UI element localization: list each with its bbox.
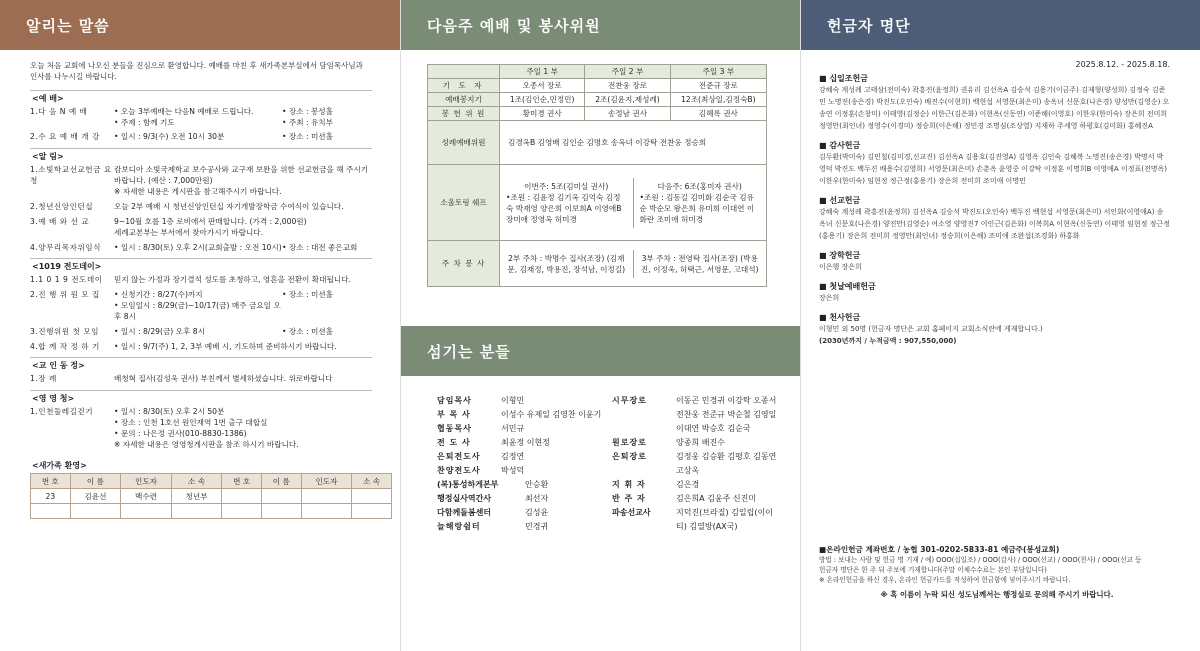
evangelism-item (30, 274, 372, 285)
online-offering-title: ■온라인헌금 계좌번호 / 농협 301-0202-5833-81 예금주(봉성교회) (819, 545, 1060, 554)
table-row (31, 504, 392, 519)
servant-role: 지 휘 자 (612, 480, 646, 489)
table-cell: 김경옥B 김영배 김인순 김명호 송옥녀 이강탁 전찬웅 정승희 (500, 121, 767, 165)
parking-2nd: 2부 주차 : 박명수 집사(조장) (김재문, 김재정, 박용진, 장석남, 이정길) (500, 250, 634, 278)
item-label: 1.장 례 (30, 374, 57, 383)
notice-item (30, 216, 372, 238)
table-row (428, 121, 767, 165)
donor-group-names: 장은희 (819, 294, 840, 302)
servants-left (437, 394, 602, 534)
servant-names: 최선자 (525, 494, 549, 503)
row-label: 성례예배위원 (428, 121, 500, 165)
table-header-cell: 주일 3 부 (670, 65, 766, 79)
item-text: 믿지 않는 가정과 장기결석 성도를 초청하고, 영혼을 전환이 확대됩니다. (114, 275, 351, 284)
item-place: • 장소 : 대전 좋은교회 (282, 243, 358, 252)
item-text: • 신청기간 : 8/27(수)까지 (114, 290, 203, 299)
donor-group-title: ■ 십일조헌금 (819, 74, 868, 83)
cleaning-next-week: 다음주: 6조(홍미자 권사) (657, 181, 742, 191)
servant-row (612, 394, 777, 436)
table-header-cell (428, 65, 500, 79)
item-text: 캄보디아 소빛국제학교 보수공사와 교구재 보완을 위한 선교헌금을 해 주시기 바랍니다. (예산 : 7,000만원) (114, 165, 369, 185)
servant-names: 김정연 (501, 452, 525, 461)
evangelism-title: <1019 전도데이> (32, 262, 102, 271)
notice-item (30, 201, 372, 212)
table-row (428, 93, 767, 107)
donor-group-names: 강혜숙 계성례 곽흥진(윤정희) 김선옥A 김승석 박진도(오인숙) 백두진 백현섭 서영문(최은미) 서인화(이영애A) 송옥녀 신문호(나은경) 양진만(김영순) 여소영 양영진7 이인근(김은화) 이복희A 이현옥(신동연) 이태영 임현정 정근정(홍용기) 장은희 전미희 정영만(최인녀) 정승희(이은해) 조미애 조완섭(조경화) 하홍화 (819, 208, 1170, 240)
youth-section (30, 390, 372, 450)
servant-names: 이성수 유제일 김영찬 이윤기 (501, 410, 602, 419)
table-cell: 김혜록 권사 (670, 107, 766, 121)
cleaning-this-week: 이번주: 5조(김미실 권사) (524, 181, 609, 191)
servant-names: 이동곤 민경귀 이강탁 오종서 전찬웅 전준규 박순철 김영일 이대연 박승호 김순국 (676, 396, 777, 433)
cleaning-members: •조원 : 김동길 김미화 김순국 김유순 박순모 왕은희 유미희 이대연 이화란 조미애 허미경 (639, 192, 755, 224)
parking-3rd: 3부 주차 : 전영탁 집사(조장) (박용진, 이정욱, 허택근, 서영문, 고대석) (640, 253, 759, 274)
item-text: 오늘 2부 예배 시 청년신앙인턴십 자기개발장학금 수여식이 있습니다. (114, 202, 344, 211)
table-header-cell: 번 호 (31, 474, 71, 489)
item-text: • 일시 : 9/3(수) 오전 10시 30분 (114, 132, 225, 141)
servant-role: 다함께돌봄센터 (437, 508, 492, 517)
servant-role: 찬양전도사 (437, 466, 481, 475)
servant-row (437, 464, 602, 478)
item-text: 배청혁 집사(김성욱 권사) 부친께서 별세하셨습니다. 위로바랍니다 (114, 374, 333, 383)
donor-group-note: (2030년까지 / 누적금액 : 907,550,000) (819, 337, 957, 345)
item-place: • 장소 : 미션홀 (282, 290, 333, 299)
item-text: • 일시 : 8/30(토) 오후 2시(교회출발 : 오전 10시) (114, 243, 282, 252)
servant-role: 파송선교사 (612, 508, 651, 517)
item-label: 4.양무리목자위임식 (30, 243, 101, 252)
table-cell (352, 489, 392, 504)
notice-title: <알 림> (32, 152, 64, 161)
item-text: ※ 자세한 내용은 게시판을 참고해주시기 바랍니다. (114, 187, 282, 196)
servant-row (612, 450, 777, 478)
servant-role: 행정실사역간사 (437, 494, 492, 503)
youth-item (30, 406, 372, 450)
servant-role: 은퇴장로 (612, 452, 647, 461)
table-cell: 청년부 (171, 489, 222, 504)
donor-group-title: ■ 장학헌금 (819, 251, 861, 260)
table-row (428, 241, 767, 287)
donor-group (819, 312, 1170, 347)
member-news-title: <교 인 동 정> (32, 361, 85, 370)
new-family-title: <새가족 환영> (32, 461, 87, 470)
servant-role: (복)통성하게본부 (437, 480, 499, 489)
servant-row (612, 436, 777, 450)
item-text: • 일시 : 9/7(주) 1, 2, 3부 예배 시, 기도하며 준비하시기 바랍니다. (114, 342, 337, 351)
worship-item (30, 106, 372, 128)
table-header-row (31, 474, 392, 489)
table-cell: 오종서 장로 (500, 79, 585, 93)
new-family-table (30, 473, 392, 519)
row-label: 주 차 봉 사 (428, 241, 500, 287)
notice-item (30, 164, 372, 197)
table-cell (70, 504, 121, 519)
table-cell: 전준규 장로 (670, 79, 766, 93)
item-label: 3.예 배 와 선 교 (30, 217, 90, 226)
donor-group (819, 140, 1170, 187)
member-news-item (30, 373, 372, 384)
table-cell (261, 489, 301, 504)
donor-group-names: 이형민 외 50명 (헌금자 명단은 교회 홈페이지 교회소식란에 게재합니다.) (819, 325, 1043, 333)
item-label: 3.진행위원 첫 모임 (30, 327, 99, 336)
servant-names: 최윤정 이현정 (501, 438, 550, 447)
table-header-cell: 소 속 (171, 474, 222, 489)
servant-names: 안승환 (525, 480, 549, 489)
table-cell (222, 504, 262, 519)
servant-role: 전 도 사 (437, 438, 471, 447)
announcements-column (0, 0, 400, 651)
servant-row (437, 506, 602, 520)
evangelism-item (30, 289, 372, 322)
item-label: 2.청년신앙인턴십 (30, 202, 94, 211)
evangelism-section (30, 258, 372, 352)
table-header-cell: 이 름 (70, 474, 121, 489)
servant-names: 김정웅 김승환 김평호 김동연 고상옥 (676, 452, 777, 475)
table-row (31, 489, 392, 504)
row-label: 기 도 자 (428, 79, 500, 93)
item-text: ※ 자세한 내용은 영영청게시판을 참조 하시기 바랍니다. (114, 440, 299, 449)
schedule-header: 다음주 예배 및 봉사위원 (401, 0, 800, 50)
row-label: 예배봉지기 (428, 93, 500, 107)
servant-row (437, 492, 602, 506)
online-offering (819, 544, 1175, 600)
servant-role: 시무장로 (612, 396, 647, 405)
servant-role: 협동목사 (437, 424, 472, 433)
servant-role: 은퇴전도사 (437, 452, 481, 461)
servant-role: 원로장로 (612, 438, 647, 447)
item-text: 9~10월 호를 1층 로비에서 판매합니다. (가격 : 2,000원) (114, 217, 307, 226)
donor-group-names: 이은행 장은희 (819, 263, 862, 271)
table-cell: 백수련 (121, 489, 172, 504)
notice-section (30, 148, 372, 253)
servant-role: 담임목사 (437, 396, 472, 405)
member-news-section (30, 357, 372, 384)
donor-group-names: 강혜숙 계성례 고태삼(전미숙) 곽흥진(윤정희) 권유리 김선옥A 김승석 김용기(이금주) 김재형(양성희) 김정숙 김준민 노명진(송은경) 박진도(오인숙) 배진수(이현희) 백현섭 서영문(최은미) 송옥녀 신문호(나은경) 양성만(김영순) 오송연 이정훈(손창미) 이태영(김정순) 이한근(김은화) 이현옥(신동연) 이준해(이영호) 이한우(한미숙) 장은희 전미희 정영만(최인녀) 정영수(이경미) 정승희(이은해) 정민경 조명심(조상열) 지재하 주세영 하평호(김미화) 홍혜진A (819, 86, 1170, 130)
servant-row (437, 478, 602, 492)
youth-title: <영 영 청> (32, 394, 75, 403)
table-header-cell: 인도자 (121, 474, 172, 489)
servant-names: 김성윤 (525, 508, 549, 517)
servants-header: 섬기는 분들 (401, 326, 800, 376)
item-label: 1.다 음 N 예 배 (30, 107, 88, 116)
table-header-cell: 소 속 (352, 474, 392, 489)
item-label: 2.수 요 예 배 개 강 (30, 132, 100, 141)
donor-group (819, 195, 1170, 242)
item-place: • 장소 : 봉성홀 (282, 107, 333, 116)
donor-group-title: ■ 첫날예배헌금 (819, 282, 876, 291)
table-cell: 황미경 권사 (500, 107, 585, 121)
table-cell (222, 489, 262, 504)
notice-item (30, 242, 372, 253)
evangelism-item (30, 341, 372, 352)
table-cell (261, 504, 301, 519)
item-text: • 장소 : 인천 1호선 원인재역 1번 출구 대합실 (114, 418, 268, 427)
servants-body (437, 394, 777, 534)
announcements-body (0, 50, 400, 519)
servant-row (437, 436, 602, 450)
servant-row (612, 492, 777, 506)
table-cell: 12조(최상일,김정숙B) (670, 93, 766, 107)
table-cell (171, 504, 222, 519)
row-label: 봉 헌 위 원 (428, 107, 500, 121)
table-row (428, 165, 767, 241)
table-header-cell: 주일 1 부 (500, 65, 585, 79)
servant-names: 서민규 (501, 424, 525, 433)
donor-group (819, 281, 1170, 304)
servant-names: 김은희A 김윤주 신진미 (676, 494, 757, 503)
item-text: • 주제 : 함께 기도 (114, 118, 175, 127)
item-text: • 문의 : 나은정 권사(010-8830-1386) (114, 429, 247, 438)
new-family-section (30, 458, 381, 519)
donor-group-title: ■ 감사헌금 (819, 141, 861, 150)
online-offering-line: ※ 온라인헌금을 하신 경우, 온라인 헌금카드를 작성하여 헌금함에 넣어주시기 바랍니다. (819, 576, 1071, 584)
table-row (428, 79, 767, 93)
servant-names: 양종희 배진수 (676, 438, 725, 447)
donors-period: 2025.8.12. - 2025.8.18. (1075, 60, 1170, 69)
servant-role: 반 주 자 (612, 494, 646, 503)
table-cell (31, 504, 71, 519)
schedule-table (427, 64, 767, 287)
item-place: • 주최 : 유치부 (282, 118, 333, 127)
servant-names: 이형민 (501, 396, 525, 405)
donors-column (800, 0, 1200, 651)
item-place: • 장소 : 미션홀 (282, 327, 333, 336)
table-cell: 2조(김윤지,제성례) (585, 93, 670, 107)
table-cell: 23 (31, 489, 71, 504)
table-cell (301, 504, 352, 519)
item-text: • 모임일시 : 8/29(금)~10/17(금) 매주 금요일 오후 8시 (114, 301, 281, 321)
donor-group-title: ■ 선교헌금 (819, 196, 861, 205)
table-cell: 1조(김인순,민정민) (500, 93, 585, 107)
table-header-cell: 이 름 (261, 474, 301, 489)
item-place: • 장소 : 미션홀 (282, 132, 333, 141)
table-cell: 김윤선 (70, 489, 121, 504)
table-cell: 송정남 권사 (585, 107, 670, 121)
item-label: 4.합 께 작 정 하 기 (30, 342, 100, 351)
worship-title: <예 배> (32, 94, 64, 103)
table-header-cell: 번 호 (222, 474, 262, 489)
intro-text: 오늘 처음 교회에 나오신 분들을 진심으로 환영합니다. 예배를 마친 후 새가족본부실에서 담임목사님과 인사를 나누시길 바랍니다. (30, 61, 363, 81)
servant-names: 김은경 (676, 480, 700, 489)
table-row (428, 107, 767, 121)
worship-item (30, 131, 372, 142)
table-header-row (428, 65, 767, 79)
table-header-cell: 인도자 (301, 474, 352, 489)
item-text: • 일시 : 8/29(금) 오후 8시 (114, 327, 205, 336)
table-cell (121, 504, 172, 519)
servant-role: 늘해랑쉼터 (437, 522, 481, 531)
donor-group (819, 73, 1170, 132)
worship-section (30, 90, 372, 142)
table-header-cell: 주일 2 부 (585, 65, 670, 79)
table-cell (352, 504, 392, 519)
servant-row (437, 394, 602, 408)
servant-row (612, 478, 777, 492)
item-label: 1.1 0 1 9 전도데이 (30, 275, 103, 284)
row-label: 소울토링 쉐프 (428, 165, 500, 241)
online-offering-footer: ※ 혹 이름이 누락 되신 성도님께서는 행정실로 문의해 주시기 바랍니다. (880, 590, 1114, 599)
servant-row (437, 450, 602, 464)
cleaning-members: •조원 : 김윤정 김기옥 김억숙 김정숙 박재영 양은희 이보희A 이영애B 장미애 정영옥 허미경 (506, 192, 622, 224)
servant-row (437, 520, 602, 534)
table-cell (301, 489, 352, 504)
servant-row (437, 408, 602, 422)
servant-row (437, 422, 602, 436)
online-offering-line: 방법 : 보내는 사람 및 헌금 명 기재 / 예) OOO(십일조) / OOO(감사) / OOO(선교) / OOO(천사) / OOO(선교 등 (819, 556, 1142, 564)
announcements-header: 알리는 말씀 (0, 0, 400, 50)
table-cell: 전찬웅 장로 (585, 79, 670, 93)
evangelism-item (30, 326, 372, 337)
donors-body (801, 50, 1200, 347)
item-label: 1.인천둘레길걷기 (30, 407, 94, 416)
item-text: • 일시 : 8/30(토) 오후 2시 50분 (114, 407, 225, 416)
servant-names: 박성덕 (501, 466, 525, 475)
donor-group-title: ■ 천사헌금 (819, 313, 861, 322)
online-offering-line: 헌금자 명단은 한 주 뒤 주보에 기재합니다(주말 이체수수료는 본인 부담입니다) (819, 566, 1047, 574)
item-text: • 오늘 3부예배는 다음N 예배로 드립니다. (114, 107, 254, 116)
donor-group-names: 김두환(박미숙) 김민철(김미경,신교진) 김선옥A 김용호(김진영A) 김영옥 김인숙 김혜복 노명진(송은경) 박명서 박영덕 박진도 백두진 배용수(김영희) 서영문(최은미) 손춘옥 윤영중 이강탁 이정훈 이명희B 이영애A 이정표(전명옥) 이한우(한미숙) 임현정 정근정(홍용기) 장은희 전미희 조미애 이명민 (819, 153, 1167, 185)
schedule-column (400, 0, 800, 651)
item-label: 1.소빛학교선교헌금 요 청 (30, 165, 112, 185)
donors-header: 헌금자 명단 (801, 0, 1200, 50)
servant-role: 부 목 사 (437, 410, 471, 419)
item-text: 세례교본부는 부서에서 찾아가시기 바랍니다. (114, 228, 264, 237)
donor-group (819, 250, 1170, 273)
servants-right (612, 394, 777, 534)
servant-names: 민경귀 (525, 522, 549, 531)
servant-names: 지덕진(브라질) 김일립(이이티) 김열방(AX국) (676, 508, 773, 531)
item-label: 2.진 행 위 원 모 집 (30, 290, 100, 299)
servant-row (612, 506, 777, 534)
